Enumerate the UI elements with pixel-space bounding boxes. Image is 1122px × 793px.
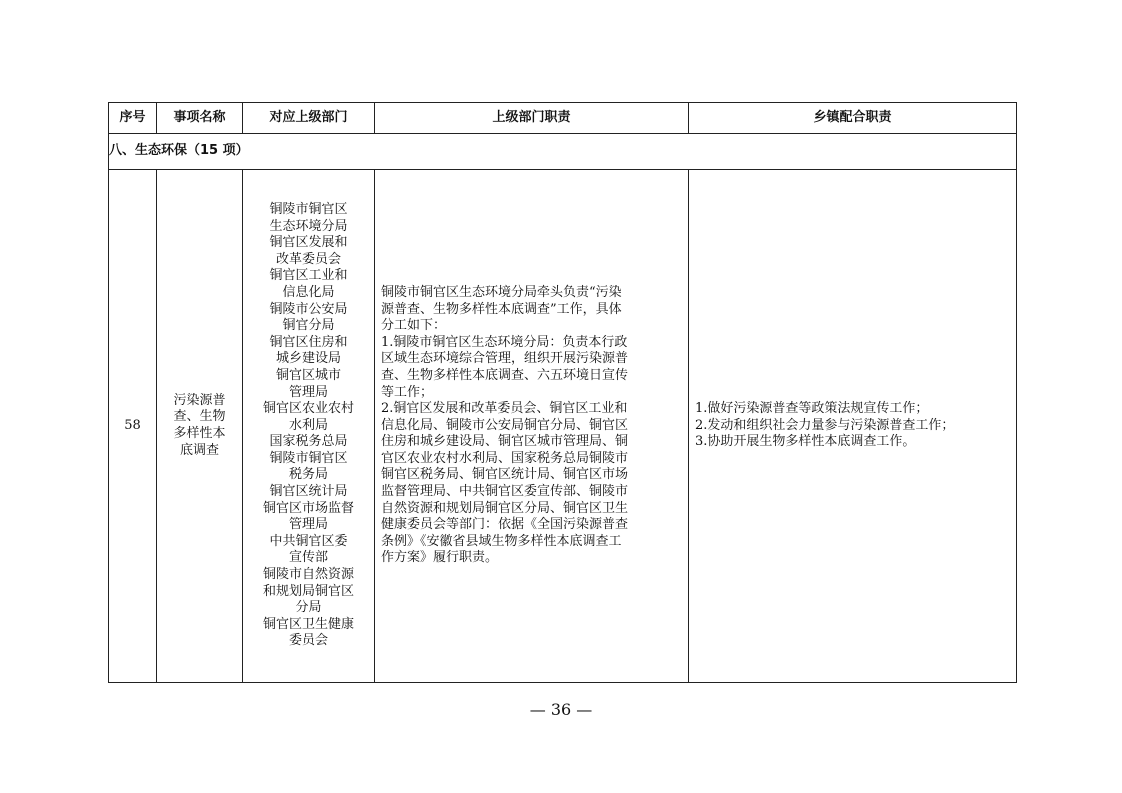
text-line: 改革委员会 <box>275 251 341 267</box>
text-line: 生态环境分局 <box>269 218 348 234</box>
table-header-row <box>109 103 1017 134</box>
text-line: 水利局 <box>288 417 328 433</box>
text-line: 污染源普 <box>173 392 226 408</box>
text-line: 2.发动和组织社会力量参与污染源普查工作； <box>695 417 955 433</box>
text-line: 铜官区税务局、铜官区统计局、铜官区市场 <box>381 467 629 483</box>
text-line: 多样性本 <box>173 426 226 441</box>
text-line: 铜陵市公安局 <box>269 301 348 317</box>
text-line: 作方案》履行职责。 <box>381 550 499 566</box>
text-line: 1.铜陵市铜官区生态环境分局：负责本行政 <box>381 334 628 350</box>
text-line: 铜官区工业和 <box>269 268 348 284</box>
header-dept: 对应上级部门 <box>243 103 375 134</box>
text-line: 中共铜官区委 <box>269 533 348 549</box>
text-line: 委员会 <box>288 633 328 649</box>
text-line: 底调查 <box>179 442 219 458</box>
table-row <box>109 170 1017 683</box>
text-line: 监督管理局、中共铜官区委宣传部、铜陵市 <box>381 484 629 500</box>
text-line: 区域生态环境综合管理，组织开展污染源普 <box>381 351 629 367</box>
text-line: 查、生物多样性本底调查、六五环境日宣传 <box>381 367 629 383</box>
township-duty <box>689 170 1017 683</box>
header-coop: 乡镇配合职责 <box>689 103 1017 134</box>
text-line: 税务局 <box>288 467 328 483</box>
text-line: 信息化局 <box>282 284 335 300</box>
text-line: 查、生物 <box>173 409 226 425</box>
text-line: 自然资源和规划局铜官区分局、铜官区卫生 <box>381 500 629 516</box>
text-line: 铜陵市铜官区 <box>269 201 348 217</box>
text-line: 官区农业农村水利局、国家税务总局铜陵市 <box>381 450 629 466</box>
text-line: 管理局 <box>288 384 328 400</box>
text-line: 管理局 <box>288 517 328 533</box>
section-title: 八、生态环保（15 项） <box>109 134 1017 170</box>
text-line: 铜官区统计局 <box>269 484 348 500</box>
row-number: 58 <box>109 170 157 683</box>
text-line: 铜官分局 <box>282 318 335 334</box>
section-row <box>109 134 1017 170</box>
text-line: 健康委员会等部门：依据《全国污染源普查 <box>381 517 629 533</box>
header-name: 事项名称 <box>157 103 243 134</box>
department-list <box>243 170 375 683</box>
text-line: 条例》《安徽省县域生物多样性本底调查工 <box>381 533 622 549</box>
text-line: 铜官区发展和 <box>269 235 348 251</box>
text-line: 源普查、生物多样性本底调查”工作，具体 <box>381 301 622 317</box>
text-line: 铜陵市铜官区 <box>269 450 348 466</box>
text-line: 铜官区市场监督 <box>262 500 354 516</box>
text-line: 城乡建设局 <box>275 351 341 367</box>
text-line: 铜官区城市 <box>275 367 341 383</box>
duty-table <box>108 102 1017 683</box>
header-duty: 上级部门职责 <box>375 103 689 134</box>
text-line: 1.做好污染源普查等政策法规宣传工作； <box>695 401 929 417</box>
text-line: 铜官区卫生健康 <box>262 616 354 632</box>
page-number: — 36 — <box>529 700 593 719</box>
text-line: 国家税务总局 <box>269 434 348 450</box>
text-line: 信息化局、铜陵市公安局铜官分局、铜官区 <box>381 417 629 433</box>
text-line: 住房和城乡建设局、铜官区城市管理局、铜 <box>381 434 629 450</box>
text-line: 2.铜官区发展和改革委员会、铜官区工业和 <box>381 401 628 417</box>
header-no: 序号 <box>109 103 157 134</box>
text-line: 和规划局铜官区 <box>262 583 354 599</box>
text-line: 铜陵市自然资源 <box>262 567 354 583</box>
superior-duty <box>375 170 689 683</box>
text-line: 铜官区住房和 <box>269 334 348 350</box>
text-line: 分工如下： <box>381 318 447 334</box>
text-line: 铜陵市铜官区生态环境分局牵头负责“污染 <box>381 284 622 300</box>
text-line: 3.协助开展生物多样性本底调查工作。 <box>695 434 916 450</box>
text-line: 宣传部 <box>288 550 328 566</box>
text-line: 铜官区农业农村 <box>262 401 354 417</box>
text-line: 等工作； <box>381 384 434 400</box>
text-line: 分局 <box>295 600 322 616</box>
item-name <box>157 170 243 683</box>
